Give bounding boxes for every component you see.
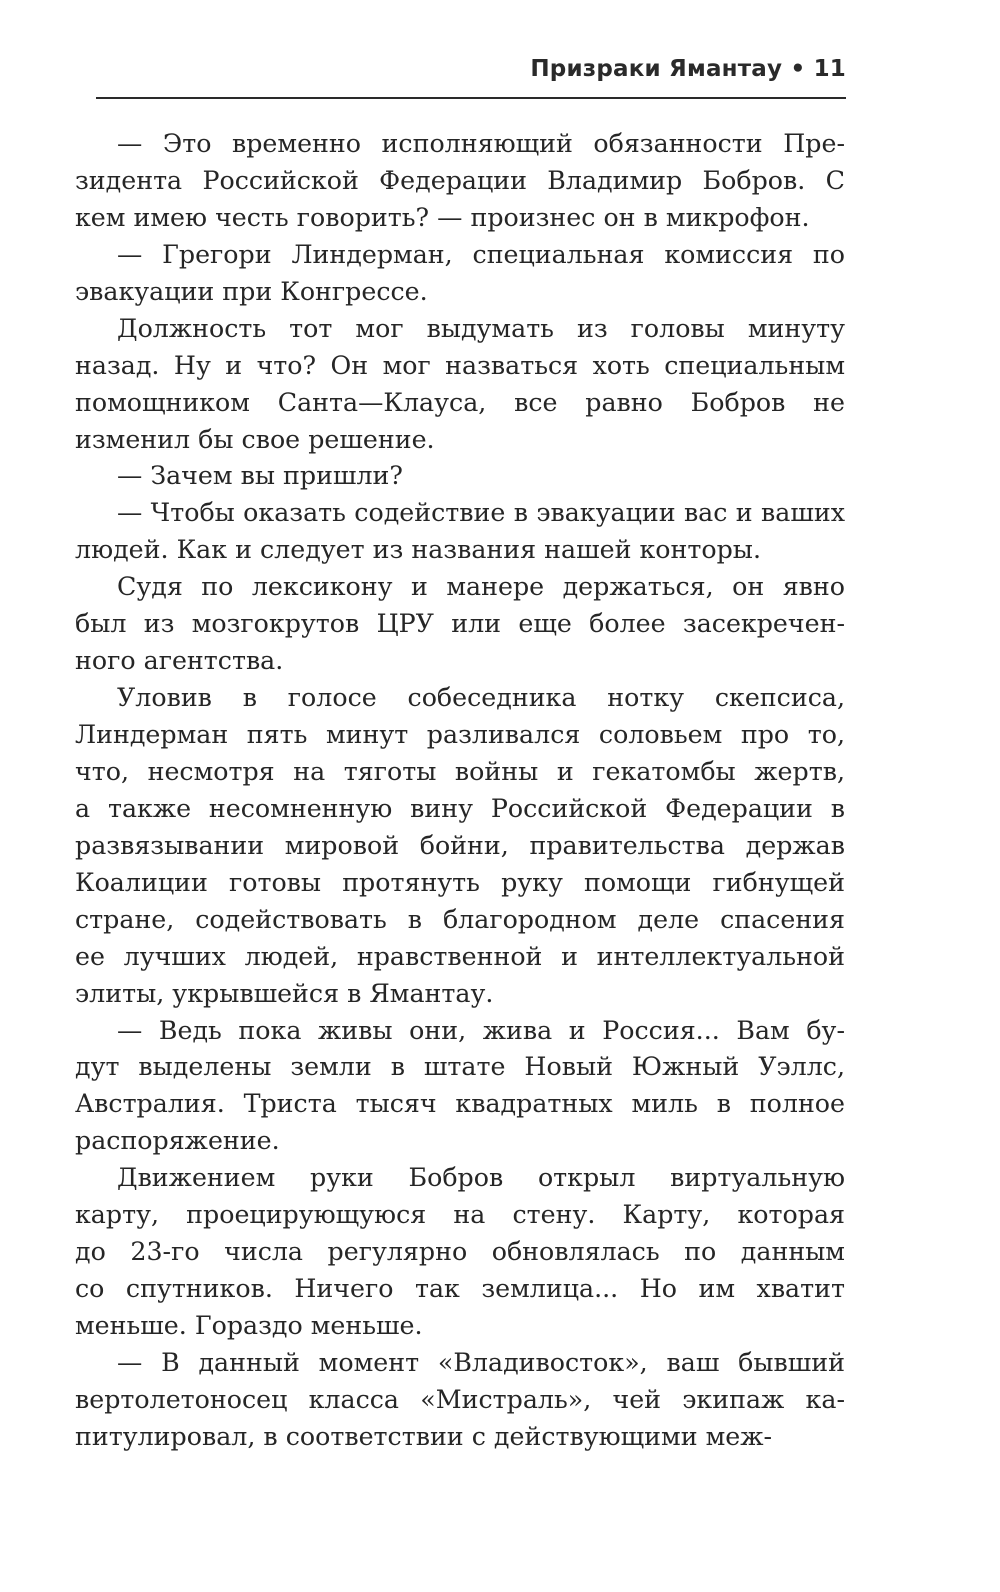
header-rule: [96, 97, 846, 99]
text-line: изменил бы свое решение.: [75, 424, 435, 454]
body-text: [75, 126, 845, 1456]
paragraph: [75, 311, 845, 459]
book-title: Призраки Ямантау: [530, 56, 783, 82]
text-line: — Грегори Линдерман, специальная комиссия по: [117, 239, 845, 269]
text-line: — Это временно исполняющий обязанности Пре-: [117, 129, 845, 158]
text-line: а также несомненную вину Российской Федерации в: [75, 793, 845, 823]
running-head: [530, 56, 846, 82]
text-line: эвакуации при Конгрессе.: [75, 276, 428, 306]
text-line: Уловив в голосе собеседника нотку скепсиса,: [117, 683, 845, 713]
text-line: Должность тот мог выдумать из головы минуту: [117, 313, 845, 343]
paragraph: [75, 569, 845, 680]
text-line: со спутников. Ничего так землица... Но им хватит: [75, 1274, 845, 1304]
paragraph: [75, 1160, 845, 1345]
text-line: карту, проецирующуюся на стену. Карту, которая: [75, 1200, 845, 1230]
separator-bullet: •: [790, 56, 806, 82]
page-number: 11: [813, 56, 846, 82]
text-line: помощником Санта—Клауса, все равно Бобров не: [75, 387, 845, 417]
text-line: питулировал, в соответствии с действующими меж-: [75, 1421, 773, 1451]
text-line: Судя по лексикону и манере держаться, он явно: [117, 572, 845, 602]
paragraph: [75, 495, 845, 569]
paragraph: [75, 1345, 845, 1456]
text-line: кем имею честь говорить? — произнес он в микрофон.: [75, 202, 810, 232]
text-line: стране, содействовать в благородном деле спасения: [75, 904, 845, 934]
text-line: Линдерман пять минут разливался соловьем про то,: [75, 720, 845, 749]
text-line: был из мозгокрутов ЦРУ или еще более засекречен-: [75, 609, 845, 639]
text-line: — В данный момент «Владивосток», ваш бывший: [117, 1347, 845, 1377]
paragraph: [75, 1013, 845, 1161]
text-line: ного агентства.: [75, 646, 284, 676]
paragraph: [75, 126, 845, 237]
text-line: развязывании мировой бойни, правительства держав: [75, 830, 845, 860]
text-line: назад. Ну и что? Он мог назваться хоть специальным: [75, 350, 845, 380]
text-line: меньше. Гораздо меньше.: [75, 1311, 423, 1340]
text-line: ее лучших людей, нравственной и интеллектуальной: [75, 941, 845, 971]
text-line: — Зачем вы пришли?: [117, 461, 403, 491]
text-line: Коалиции готовы протянуть руку помощи гибнущей: [75, 867, 845, 897]
page-header: [96, 56, 846, 100]
text-line: — Чтобы оказать содействие в эвакуации вас и ваших: [117, 498, 845, 528]
paragraph: [75, 458, 845, 495]
text-line: Движением руки Бобров открыл виртуальную: [117, 1163, 845, 1193]
text-line: вертолетоносец класса «Мистраль», чей экипаж ка-: [75, 1384, 845, 1414]
text-line: людей. Как и следует из названия нашей конторы.: [75, 535, 761, 565]
paragraph: [75, 237, 845, 311]
text-line: элиты, укрывшейся в Ямантау.: [75, 978, 494, 1008]
text-line: распоряжение.: [75, 1126, 280, 1156]
text-line: — Ведь пока живы они, жива и Россия... Вам бу-: [117, 1015, 845, 1045]
text-line: до 23-го числа регулярно обновлялась по данным: [75, 1237, 845, 1267]
text-line: Австралия. Триста тысяч квадратных миль в полное: [75, 1089, 845, 1119]
text-line: зидента Российской Федерации Владимир Бобров. С: [75, 165, 845, 195]
text-line: что, несмотря на тяготы войны и гекатомбы жертв,: [75, 756, 845, 786]
paragraph: [75, 680, 845, 1012]
text-line: дут выделены земли в штате Новый Южный Уэллс,: [75, 1052, 845, 1082]
